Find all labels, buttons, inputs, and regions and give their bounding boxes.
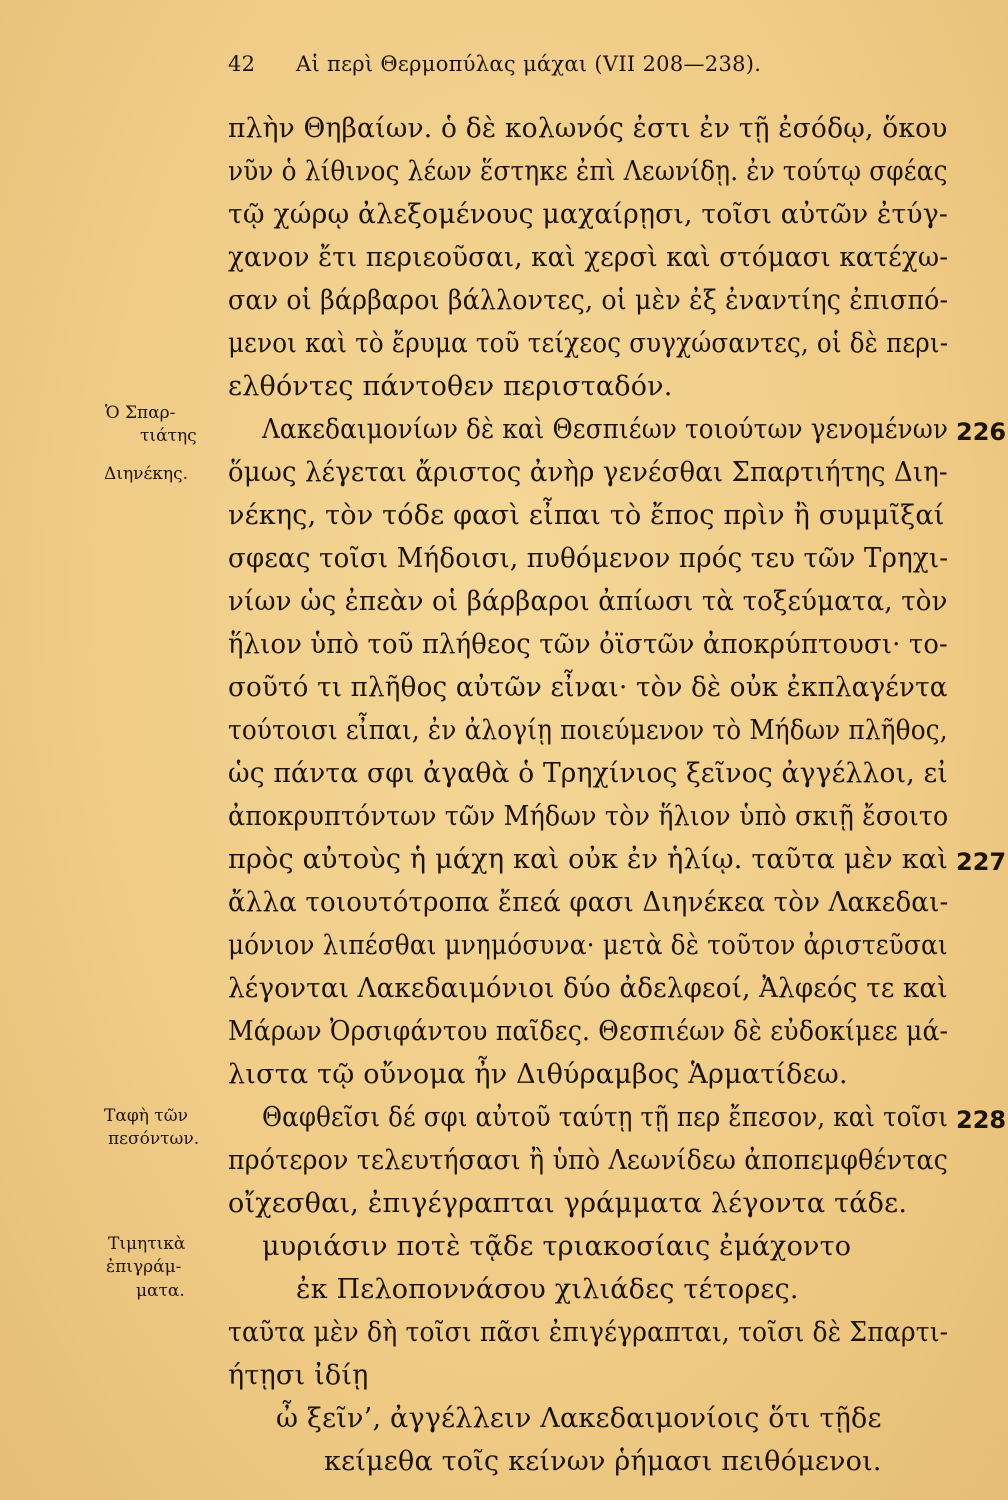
running-header xyxy=(228,52,828,76)
text-line: ἥλιον ὑπὸ τοῦ πλήθεος τῶν ὀϊστῶν ἀποκρύπτουσι· το- xyxy=(228,629,948,660)
margin-note: πεσόντων. xyxy=(108,1129,200,1149)
text-line: ταῦτα μὲν δὴ τοῖσι πᾶσι ἐπιγέγραπται, τοῖσι δὲ Σπαρτι- xyxy=(228,1317,949,1348)
margin-note: Ὁ Σπαρ- xyxy=(105,403,176,423)
section-number: 228 xyxy=(956,1106,1007,1134)
epigram-line: ἐκ Πελοποννάσου χιλιάδες τέτορες. xyxy=(296,1274,799,1305)
text-line: λιστα τῷ οὔνομα ἦν Διθύραμβος Ἁρματίδεω. xyxy=(228,1059,848,1090)
text-line: πρότερον τελευτήσασι ἢ ὑπὸ Λεωνίδεω ἀποπεμφθέντας xyxy=(228,1145,949,1176)
text-line: νέκης, τὸν τόδε φασὶ εἶπαι τὸ ἔπος πρὶν ἢ συμμῖξαί xyxy=(228,500,945,531)
text-line: ἄλλα τοιουτότροπα ἔπεά φασι Διηνέκεα τὸν Λακεδαι- xyxy=(228,887,949,918)
margin-note: Διηνέκης. xyxy=(104,464,189,484)
text-line: ὅμως λέγεται ἄριστος ἀνὴρ γενέσθαι Σπαρτιήτης Διη- xyxy=(228,457,948,488)
epigram-line: κείμεθα τοῖς κείνων ῥήμασι πειθόμενοι. xyxy=(324,1446,882,1477)
margin-note: τιάτης xyxy=(140,426,197,446)
text-line: μενοι καὶ τὸ ἔρυμα τοῦ τείχεος συγχώσαντες, οἱ δὲ περι- xyxy=(228,328,949,359)
text-line: νίων ὡς ἐπεὰν οἱ βάρβαροι ἀπίωσι τὰ τοξεύματα, τὸν xyxy=(228,586,948,617)
text-line: Μάρων Ὀρσιφάντου παῖδες. Θεσπιέων δὲ εὐδοκίμεε μά- xyxy=(228,1016,949,1047)
text-line: σαν οἱ βάρβαροι βάλλοντες, οἱ μὲν ἐξ ἐναντίης ἐπισπό- xyxy=(228,285,949,316)
text-line: πρὸς αὐτοὺς ἡ μάχη καὶ οὐκ ἐν ἡλίῳ. ταῦτα μὲν καὶ xyxy=(228,844,949,875)
text-line: νῦν ὁ λίθινος λέων ἕστηκε ἐπὶ Λεωνίδῃ. ἐν τούτῳ σφέας xyxy=(228,156,948,187)
text-line: λέγονται Λακεδαιμόνιοι δύο ἀδελφεοί, Ἀλφεός τε καὶ xyxy=(228,973,948,1004)
text-line: ελθόντες πάντοθεν περισταδόν. xyxy=(228,371,673,402)
epigram-line: μυριάσιν ποτὲ τᾷδε τριακοσίαις ἐμάχοντο xyxy=(262,1231,852,1262)
text-line: τῷ χώρῳ ἀλεξομένους μαχαίρῃσι, τοῖσι αὐτῶν ἐτύγ- xyxy=(228,199,949,230)
section-number: 226 xyxy=(956,418,1007,446)
text-line: ήτῃσι ἰδίῃ xyxy=(228,1360,369,1391)
text-line: χανον ἔτι περιεοῦσαι, καὶ χερσὶ καὶ στόμασι κατέχω- xyxy=(228,242,949,273)
text-line: μόνιον λιπέσθαι μνημόσυνα· μετὰ δὲ τοῦτον ἀριστεῦσαι xyxy=(228,930,948,961)
text-line: Θαφθεῖσι δέ σφι αὐτοῦ ταύτῃ τῇ περ ἔπεσον, καὶ τοῖσι xyxy=(262,1102,948,1133)
page-number: 42 xyxy=(228,52,256,76)
text-line: τούτοισι εἶπαι, ἐν ἀλογίῃ ποιεύμενον τὸ Μήδων πλῆθος, xyxy=(228,715,948,746)
text-line: ἀποκρυπτόντων τῶν Μήδων τὸν ἥλιον ὑπὸ σκιῇ ἔσοιτο xyxy=(228,801,949,832)
text-line: σοῦτό τι πλῆθος αὐτῶν εἶναι· τὸν δὲ οὐκ ἐκπλαγέντα xyxy=(228,672,948,703)
margin-note: ἐπιγράμ- xyxy=(106,1257,182,1277)
running-title: Αἱ περὶ Θερμοπύλας μάχαι (VII 208—238). xyxy=(296,52,762,76)
margin-note: Ταφὴ τῶν xyxy=(104,1106,188,1126)
text-line: πλὴν Θηβαίων. ὁ δὲ κολωνός ἐστι ἐν τῇ ἐσόδῳ, ὅκου xyxy=(228,113,948,144)
text-line: Λακεδαιμονίων δὲ καὶ Θεσπιέων τοιούτων γενομένων xyxy=(262,414,949,445)
epigram-line: ὦ ξεῖν’, ἀγγέλλειν Λακεδαιμονίοις ὅτι τῇδε xyxy=(276,1403,882,1434)
margin-note: Τιμητικὰ xyxy=(108,1234,186,1254)
text-line: οἴχεσθαι, ἐπιγέγραπται γράμματα λέγοντα τάδε. xyxy=(228,1188,908,1219)
text-line: σφεας τοῖσι Μήδοισι, πυθόμενον πρός τευ τῶν Τρηχι- xyxy=(228,543,949,574)
section-number: 227 xyxy=(956,848,1007,876)
margin-note: ματα. xyxy=(136,1281,185,1301)
text-line: ὡς πάντα σφι ἀγαθὰ ὁ Τρηχίνιος ξεῖνος ἀγγέλλοι, εἰ xyxy=(228,758,948,789)
